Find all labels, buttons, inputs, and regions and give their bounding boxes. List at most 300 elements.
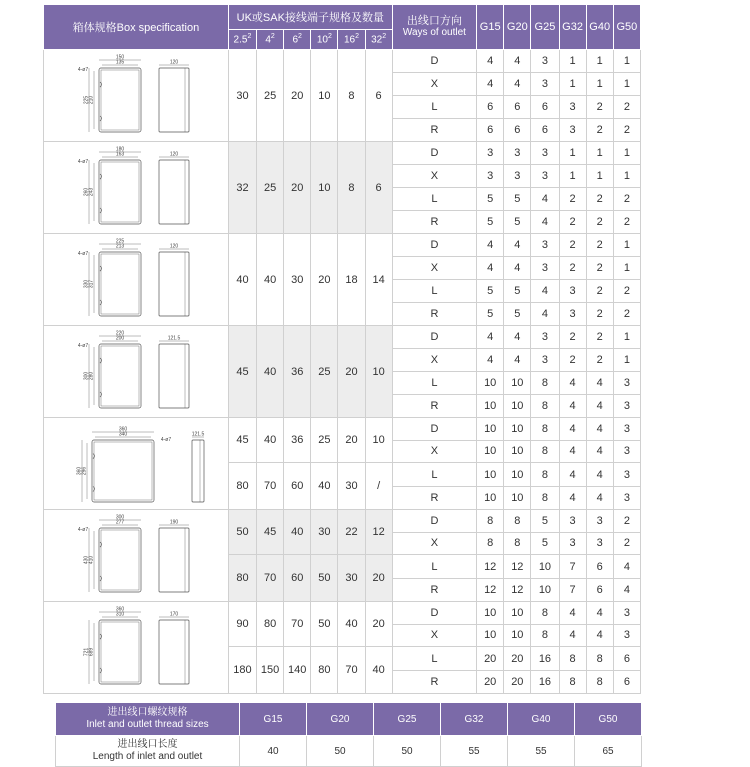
gland-count: 3 xyxy=(559,280,586,303)
terminal-count: 40 xyxy=(311,463,338,510)
terminal-count: 10 xyxy=(365,326,392,418)
header-gland: G15 xyxy=(477,5,504,50)
outlet-way: L xyxy=(392,188,476,211)
box-spec-table xyxy=(43,4,641,694)
dim-width: 150 xyxy=(115,54,125,61)
box-side-view xyxy=(159,68,189,132)
gland-count: 2 xyxy=(586,234,613,257)
gland-count: 4 xyxy=(559,418,586,441)
thread-header-cn: 进出线口螺纹规格 xyxy=(107,707,188,718)
box-drawing-cell xyxy=(44,142,229,234)
terminal-count: 20 xyxy=(311,234,338,326)
box-front-view xyxy=(99,528,141,592)
header-gland: G32 xyxy=(559,5,586,50)
gland-count: 2 xyxy=(559,349,586,372)
gland-count: 4 xyxy=(559,602,586,625)
dim-depth: 121.5 xyxy=(167,335,181,342)
box-drawing-cell xyxy=(44,418,229,510)
gland-count: 2 xyxy=(559,211,586,234)
gland-count: 8 xyxy=(531,602,559,625)
dim-depth: 121.5 xyxy=(191,431,205,438)
outlet-way: D xyxy=(392,142,476,165)
terminal-count: 40 xyxy=(228,234,256,326)
table-row xyxy=(44,234,641,257)
terminal-count: 140 xyxy=(284,647,311,694)
gland-count: 10 xyxy=(504,440,531,463)
dim-inner-width: 213 xyxy=(115,243,125,250)
gland-count: 1 xyxy=(559,50,586,73)
gland-count: 1 xyxy=(586,73,613,96)
gland-count: 4 xyxy=(613,555,640,579)
header-outlet xyxy=(392,5,476,50)
terminal-size-base: 32 xyxy=(371,34,383,46)
gland-count: 4 xyxy=(586,602,613,625)
gland-count: 3 xyxy=(531,349,559,372)
header-gland: G50 xyxy=(613,5,640,50)
outlet-way: X xyxy=(392,165,476,188)
dim-depth: 120 xyxy=(169,59,179,66)
dim-holes: 4-ø7 xyxy=(160,437,172,443)
gland-count: 8 xyxy=(531,418,559,441)
terminal-count: 32 xyxy=(228,142,256,234)
gland-count: 3 xyxy=(504,165,531,188)
gland-count: 4 xyxy=(477,234,504,257)
gland-count: 12 xyxy=(477,579,504,602)
outlet-way: L xyxy=(392,372,476,395)
gland-count: 1 xyxy=(586,142,613,165)
box-drawing-cell xyxy=(44,602,229,694)
gland-count: 8 xyxy=(531,624,559,647)
table-row xyxy=(44,602,641,625)
terminal-count: 30 xyxy=(284,234,311,326)
terminal-size-base: 4 xyxy=(265,34,271,46)
gland-count: 8 xyxy=(531,440,559,463)
dim-inner-height: 410 xyxy=(88,555,95,565)
gland-count: 2 xyxy=(586,188,613,211)
terminal-size-exp: 2 xyxy=(270,33,275,41)
gland-count: 4 xyxy=(477,73,504,96)
outlet-way: X xyxy=(392,349,476,372)
gland-count: 6 xyxy=(531,96,559,119)
gland-count: 4 xyxy=(504,234,531,257)
dim-width: 360 xyxy=(115,606,125,613)
thread-table xyxy=(55,702,642,767)
gland-count: 20 xyxy=(504,647,531,671)
gland-count: 1 xyxy=(559,73,586,96)
outlet-way: D xyxy=(392,510,476,533)
gland-count: 5 xyxy=(477,188,504,211)
terminal-size-header xyxy=(284,30,311,50)
terminal-count: 150 xyxy=(257,647,284,694)
gland-count: 6 xyxy=(613,671,640,694)
dim-height: 260 xyxy=(83,187,90,197)
box-drawing-cell xyxy=(44,50,229,142)
gland-count: 10 xyxy=(477,440,504,463)
gland-count: 3 xyxy=(613,395,640,418)
table-row xyxy=(44,418,641,441)
terminal-count: 14 xyxy=(365,234,392,326)
outlet-way: X xyxy=(392,624,476,647)
gland-count: 3 xyxy=(586,510,613,533)
terminal-size-base: 10 xyxy=(316,34,328,46)
gland-count: 1 xyxy=(586,50,613,73)
gland-count: 4 xyxy=(504,73,531,96)
gland-count: 10 xyxy=(477,372,504,395)
gland-count: 1 xyxy=(613,234,640,257)
terminal-count: / xyxy=(365,463,392,510)
thread-length-value: 50 xyxy=(307,736,374,767)
gland-count: 4 xyxy=(559,487,586,510)
gland-count: 2 xyxy=(613,303,640,326)
gland-count: 4 xyxy=(477,50,504,73)
terminal-count: 80 xyxy=(257,602,284,647)
dim-width: 300 xyxy=(115,514,125,521)
gland-count: 2 xyxy=(586,303,613,326)
gland-count: 10 xyxy=(504,463,531,487)
thread-size: G40 xyxy=(508,703,575,736)
dim-width: 180 xyxy=(115,146,125,153)
gland-count: 10 xyxy=(477,624,504,647)
gland-count: 4 xyxy=(531,188,559,211)
gland-count: 16 xyxy=(531,671,559,694)
thread-length-value: 65 xyxy=(575,736,642,767)
outlet-way: X xyxy=(392,440,476,463)
terminal-count: 70 xyxy=(257,555,284,602)
gland-count: 4 xyxy=(477,326,504,349)
header-box-spec: 箱体规格Box specification xyxy=(44,5,229,50)
terminal-count: 50 xyxy=(228,510,256,555)
terminal-size-header xyxy=(338,30,365,50)
dim-inner-height: 317 xyxy=(88,279,95,289)
header-gland: G40 xyxy=(586,5,613,50)
thread-size: G50 xyxy=(575,703,642,736)
terminal-count: 30 xyxy=(311,510,338,555)
gland-count: 10 xyxy=(531,555,559,579)
terminal-count: 8 xyxy=(338,50,365,142)
terminal-size-header xyxy=(365,30,392,50)
box-drawing xyxy=(44,326,228,414)
terminal-count: 90 xyxy=(228,602,256,647)
terminal-size-header xyxy=(257,30,284,50)
gland-count: 1 xyxy=(613,326,640,349)
gland-count: 3 xyxy=(559,119,586,142)
dim-inner-height: 296 xyxy=(81,466,88,476)
gland-count: 6 xyxy=(531,119,559,142)
terminal-count: 6 xyxy=(365,50,392,142)
terminal-count: 36 xyxy=(284,418,311,463)
gland-count: 3 xyxy=(613,372,640,395)
outlet-way: R xyxy=(392,671,476,694)
box-side-view xyxy=(159,528,189,592)
gland-count: 1 xyxy=(613,142,640,165)
gland-count: 4 xyxy=(531,280,559,303)
thread-header-label xyxy=(56,703,240,736)
gland-count: 1 xyxy=(613,165,640,188)
terminal-size-exp: 2 xyxy=(298,33,302,41)
gland-count: 2 xyxy=(613,96,640,119)
dim-depth: 190 xyxy=(169,519,179,526)
gland-count: 10 xyxy=(504,418,531,441)
thread-length-value: 40 xyxy=(240,736,307,767)
gland-count: 10 xyxy=(504,602,531,625)
gland-count: 4 xyxy=(504,257,531,280)
gland-count: 10 xyxy=(504,624,531,647)
outlet-way: L xyxy=(392,280,476,303)
gland-count: 2 xyxy=(613,188,640,211)
header-outlet-en: Ways of outlet xyxy=(402,27,466,38)
box-side-view xyxy=(159,344,189,408)
gland-count: 20 xyxy=(477,671,504,694)
outlet-way: R xyxy=(392,119,476,142)
table-row xyxy=(44,326,641,349)
terminal-size-base: 16 xyxy=(343,34,356,46)
gland-count: 5 xyxy=(477,303,504,326)
dim-height: 330 xyxy=(83,279,90,289)
gland-count: 6 xyxy=(504,119,531,142)
dim-width: 225 xyxy=(115,238,125,245)
terminal-count: 6 xyxy=(365,142,392,234)
gland-count: 8 xyxy=(477,532,504,555)
gland-count: 4 xyxy=(586,395,613,418)
dim-inner-width: 277 xyxy=(115,519,125,526)
thread-length-cn: 进出线口长度 xyxy=(117,739,178,750)
dim-width: 360 xyxy=(118,426,128,433)
terminal-size-exp: 2 xyxy=(355,33,359,41)
box-drawing xyxy=(44,418,228,506)
thread-length-label xyxy=(56,736,240,767)
dim-holes: 4-ø7 xyxy=(77,251,89,257)
gland-count: 16 xyxy=(531,647,559,671)
gland-count: 4 xyxy=(613,579,640,602)
gland-count: 10 xyxy=(531,579,559,602)
gland-count: 2 xyxy=(586,349,613,372)
terminal-count: 22 xyxy=(338,510,365,555)
gland-count: 1 xyxy=(613,349,640,372)
gland-count: 3 xyxy=(613,418,640,441)
table-row xyxy=(44,510,641,533)
gland-count: 2 xyxy=(559,234,586,257)
thread-length-value: 55 xyxy=(508,736,575,767)
gland-count: 4 xyxy=(586,440,613,463)
gland-count: 3 xyxy=(531,50,559,73)
gland-count: 4 xyxy=(504,326,531,349)
terminal-count: 25 xyxy=(311,326,338,418)
gland-count: 1 xyxy=(559,142,586,165)
box-drawing-cell xyxy=(44,510,229,602)
terminal-count: 20 xyxy=(365,602,392,647)
dim-inner-width: 310 xyxy=(115,611,125,618)
gland-count: 6 xyxy=(586,555,613,579)
gland-count: 8 xyxy=(504,532,531,555)
gland-count: 10 xyxy=(477,487,504,510)
dim-inner-height: 210 xyxy=(88,95,95,105)
gland-count: 6 xyxy=(613,647,640,671)
gland-count: 3 xyxy=(477,142,504,165)
dim-inner-width: 135 xyxy=(115,59,125,66)
dim-inner-height: 689 xyxy=(88,647,95,657)
terminal-count: 50 xyxy=(311,602,338,647)
gland-count: 3 xyxy=(559,303,586,326)
gland-count: 8 xyxy=(559,647,586,671)
gland-count: 2 xyxy=(613,211,640,234)
thread-size: G32 xyxy=(441,703,508,736)
outlet-way: L xyxy=(392,647,476,671)
gland-count: 4 xyxy=(559,440,586,463)
gland-count: 8 xyxy=(586,671,613,694)
outlet-way: D xyxy=(392,234,476,257)
gland-count: 12 xyxy=(504,579,531,602)
gland-count: 1 xyxy=(559,165,586,188)
gland-count: 4 xyxy=(559,372,586,395)
gland-count: 4 xyxy=(477,349,504,372)
gland-count: 1 xyxy=(613,50,640,73)
gland-count: 5 xyxy=(504,188,531,211)
dim-depth: 120 xyxy=(169,243,179,250)
box-front-view xyxy=(99,160,141,224)
gland-count: 12 xyxy=(504,555,531,579)
dim-inner-height: 280 xyxy=(88,371,95,381)
gland-count: 3 xyxy=(531,257,559,280)
terminal-count: 12 xyxy=(365,510,392,555)
gland-count: 1 xyxy=(586,165,613,188)
terminal-count: 20 xyxy=(284,50,311,142)
header-outlet-cn: 出线口方向 xyxy=(406,15,462,27)
terminal-count: 60 xyxy=(284,463,311,510)
gland-count: 1 xyxy=(613,73,640,96)
terminal-count: 25 xyxy=(257,142,284,234)
gland-count: 5 xyxy=(531,510,559,533)
dim-depth: 120 xyxy=(169,151,179,158)
dim-inner-height: 243 xyxy=(88,187,95,197)
gland-count: 8 xyxy=(504,510,531,533)
gland-count: 3 xyxy=(531,73,559,96)
gland-count: 2 xyxy=(613,532,640,555)
header-gland: G25 xyxy=(531,5,559,50)
box-drawing xyxy=(44,234,228,322)
gland-count: 4 xyxy=(504,50,531,73)
terminal-count: 80 xyxy=(228,555,256,602)
outlet-way: R xyxy=(392,211,476,234)
outlet-way: D xyxy=(392,50,476,73)
outlet-way: R xyxy=(392,395,476,418)
gland-count: 20 xyxy=(504,671,531,694)
terminal-count: 40 xyxy=(338,602,365,647)
terminal-count: 36 xyxy=(284,326,311,418)
terminal-count: 40 xyxy=(257,326,284,418)
gland-count: 2 xyxy=(613,510,640,533)
thread-header-en: Inlet and outlet thread sizes xyxy=(86,719,209,730)
gland-count: 4 xyxy=(586,624,613,647)
gland-count: 4 xyxy=(586,372,613,395)
box-side-view xyxy=(192,440,204,502)
gland-count: 2 xyxy=(613,119,640,142)
terminal-count: 70 xyxy=(284,602,311,647)
box-side-view xyxy=(159,160,189,224)
dim-width: 220 xyxy=(115,330,125,337)
gland-count: 2 xyxy=(559,188,586,211)
outlet-way: L xyxy=(392,96,476,119)
gland-count: 4 xyxy=(477,257,504,280)
terminal-count: 70 xyxy=(338,647,365,694)
box-front-view xyxy=(92,440,154,502)
box-front-view xyxy=(99,620,141,684)
gland-count: 2 xyxy=(586,211,613,234)
terminal-size-exp: 2 xyxy=(327,33,332,41)
thread-size: G25 xyxy=(374,703,441,736)
gland-count: 4 xyxy=(586,463,613,487)
terminal-count: 30 xyxy=(338,463,365,510)
thread-size: G20 xyxy=(307,703,374,736)
gland-count: 10 xyxy=(504,395,531,418)
gland-count: 1 xyxy=(613,257,640,280)
terminal-count: 50 xyxy=(311,555,338,602)
gland-count: 20 xyxy=(477,647,504,671)
gland-count: 3 xyxy=(613,602,640,625)
box-front-view xyxy=(99,252,141,316)
thread-length-value: 55 xyxy=(441,736,508,767)
terminal-count: 40 xyxy=(365,647,392,694)
box-side-view xyxy=(159,620,189,684)
gland-count: 3 xyxy=(613,624,640,647)
terminal-size-base: 2.5 xyxy=(233,34,248,46)
terminal-count: 70 xyxy=(257,463,284,510)
outlet-way: R xyxy=(392,579,476,602)
terminal-count: 8 xyxy=(338,142,365,234)
gland-count: 6 xyxy=(504,96,531,119)
gland-count: 5 xyxy=(531,532,559,555)
dim-inner-width: 163 xyxy=(115,151,125,158)
dim-holes: 4-ø7 xyxy=(77,343,89,349)
gland-count: 3 xyxy=(559,532,586,555)
terminal-count: 45 xyxy=(228,418,256,463)
terminal-count: 25 xyxy=(311,418,338,463)
gland-count: 2 xyxy=(586,96,613,119)
table-row xyxy=(44,50,641,73)
gland-count: 3 xyxy=(504,142,531,165)
gland-count: 3 xyxy=(477,165,504,188)
gland-count: 6 xyxy=(586,579,613,602)
dim-holes: 4-ø7 xyxy=(77,67,89,73)
gland-count: 3 xyxy=(586,532,613,555)
dim-holes: 4-ø7 xyxy=(77,527,89,533)
terminal-count: 30 xyxy=(338,555,365,602)
gland-count: 6 xyxy=(477,119,504,142)
gland-count: 8 xyxy=(531,463,559,487)
dim-inner-width: 340 xyxy=(118,431,128,438)
outlet-way: L xyxy=(392,555,476,579)
terminal-count: 80 xyxy=(311,647,338,694)
gland-count: 2 xyxy=(613,280,640,303)
terminal-size-base: 6 xyxy=(292,34,299,46)
gland-count: 3 xyxy=(613,463,640,487)
box-side-view xyxy=(159,252,189,316)
gland-count: 2 xyxy=(586,119,613,142)
terminal-count: 40 xyxy=(257,418,284,463)
gland-count: 3 xyxy=(531,234,559,257)
outlet-way: X xyxy=(392,73,476,96)
gland-count: 10 xyxy=(504,487,531,510)
gland-count: 3 xyxy=(531,142,559,165)
dim-height: 300 xyxy=(83,371,90,381)
thread-size: G15 xyxy=(240,703,307,736)
outlet-way: D xyxy=(392,326,476,349)
gland-count: 4 xyxy=(586,418,613,441)
gland-count: 7 xyxy=(559,555,586,579)
gland-count: 4 xyxy=(531,303,559,326)
box-drawing-cell xyxy=(44,326,229,418)
header-terminal-title: UK或SAK接线端子规格及数量 xyxy=(228,5,392,30)
outlet-way: R xyxy=(392,303,476,326)
